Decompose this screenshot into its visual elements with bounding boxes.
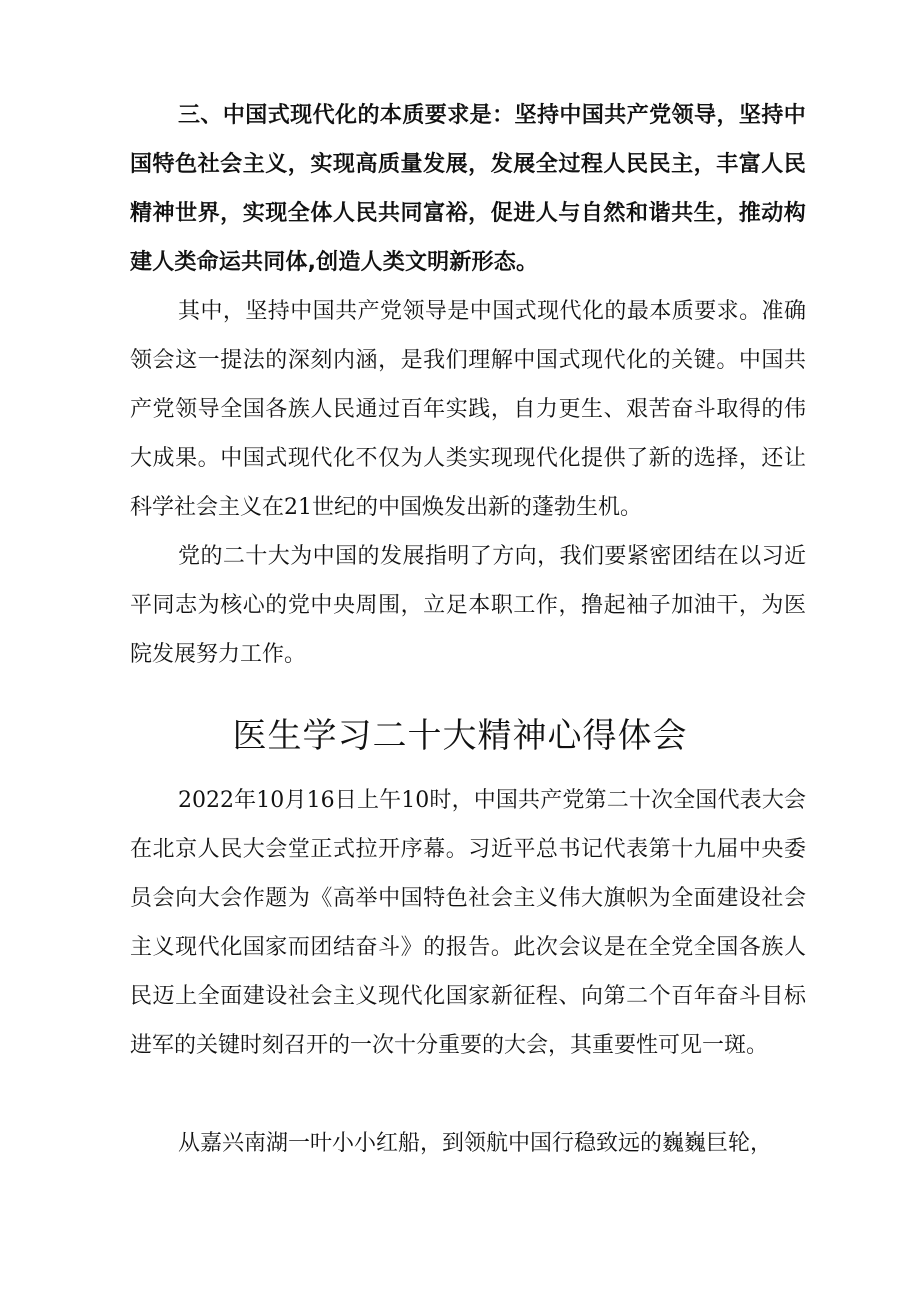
document-title: 医生学习二十大精神心得体会 bbox=[232, 716, 688, 756]
paragraph-essential-requirements: 三、中国式现代化的本质要求是：坚持中国共产党领导，坚持中国特色社会主义，实现高质量发展，发展全过程人民民主，丰富人民精神世界，实现全体人民共同富裕，促进人与自然和谐共生，推动构建人类命运共同体,创造人类文明新形态。 bbox=[130, 103, 806, 275]
paragraph-conclusion: 党的二十大为中国的发展指明了方向，我们要紧密团结在以习近平同志为核心的党中央周围，立足本职工作，撸起袖子加油干，为医院发展努力工作。 bbox=[130, 544, 806, 667]
paragraph-party-leadership: 其中，坚持中国共产党领导是中国式现代化的最本质要求。准确领会这一提法的深刻内涵，是我们理解中国式现代化的关键。中国共产党领导全国各族人民通过百年实践，自力更生、艰苦奋斗取得的伟大成果。中国式现代化不仅为人类实现现代化提供了新的选择，还让科学社会主义在21世纪的中国焕发出新的蓬勃生机。 bbox=[130, 299, 806, 520]
paragraph-congress-opening: 2022年10月16日上午10时，中国共产党第二十次全国代表大会在北京人民大会堂正式拉开序幕。习近平总书记代表第十九届中央委员会向大会作题为《高举中国特色社会主义伟大旗帜为全面建设社会主义现代化国家而团结奋斗》的报告。此次会议是在全党全国各族人民迈上全面建设社会主义现代化国家新征程、向第二个百年奋斗目标进军的关键时刻召开的一次十分重要的大会，其重要性可见一斑。 bbox=[130, 788, 806, 1058]
paragraph-red-boat: 从嘉兴南湖一叶小小红船，到领航中国行稳致远的巍巍巨轮， bbox=[178, 1131, 773, 1156]
